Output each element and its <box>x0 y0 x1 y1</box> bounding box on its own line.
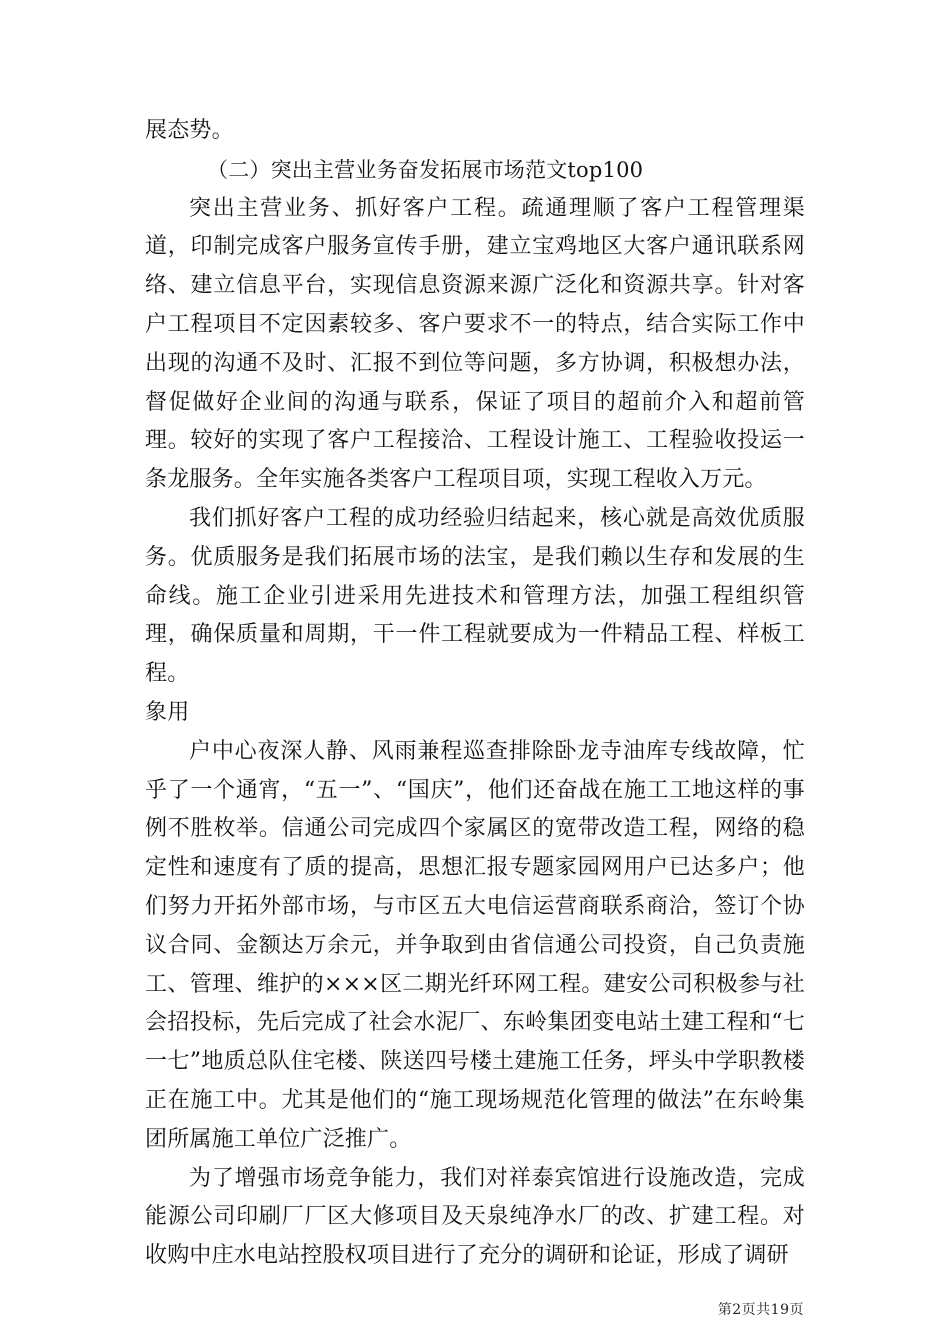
section-heading: （二）突出主营业务奋发拓展市场范文top100 <box>207 157 644 182</box>
paragraph: 我们抓好客户工程的成功经验归结起来，核心就是高效优质服务。优质服务是我们拓展市场的法宝，是我们赖以生存和发展的生命线。施工企业引进采用先进技术和管理方法，加强工程组织管理，确保质量和周期，干一件工程就要成为一件精品工程、样板工程。 <box>145 505 805 687</box>
page-number-footer: 第2页共19页 <box>717 1302 804 1318</box>
paragraph: 为了增强市场竞争能力，我们对祥泰宾馆进行设施改造，完成能源公司印刷厂厂区大修项目及天泉纯净水厂的改、扩建工程。对收购中庄水电站控股权项目进行了充分的调研和论证，形成了调研 <box>145 1165 805 1269</box>
paragraph-fragment: 象用 <box>145 699 190 725</box>
paragraph: 户中心夜深人静、风雨兼程巡查排除卧龙寺油库专线故障，忙乎了一个通宵，“五一”、“国庆”，他们还奋战在施工工地这样的事例不胜枚举。信通公司完成四个家属区的宽带改造工程，网络的稳定性和速度有了质的提高，思想汇报专题家园网用户已达多户；他们努力开拓外部市场，与市区五大电信运营商联系商洽，签订个协议合同、金额达万余元，并争取到由省信通公司投资，自己负责施工、管理、维护的×××区二期光纤环网工程。建安公司积极参与社会招投标，先后完成了社会水泥厂、东岭集团变电站土建工程和“七一七”地质总队住宅楼、陕送四号楼土建施工任务，坪头中学职教楼正在施工中。尤其是他们的“施工现场规范化管理的做法”在东岭集团所属施工单位广泛推广。 <box>145 738 805 1152</box>
paragraph: 突出主营业务、抓好客户工程。疏通理顺了客户工程管理渠道，印制完成客户服务宣传手册，建立宝鸡地区大客户通讯联系网络、建立信息平台，实现信息资源来源广泛化和资源共享。针对客户工程项目不定因素较多、客户要求不一的特点，结合实际工作中出现的沟通不及时、汇报不到位等问题，多方协调，积极想办法，督促做好企业间的沟通与联系，保证了项目的超前介入和超前管理。较好的实现了客户工程接洽、工程设计施工、工程验收投运一条龙服务。全年实施各类客户工程项目项，实现工程收入万元。 <box>145 195 805 493</box>
paragraph-continuation: 展态势。 <box>145 118 234 143</box>
document-body <box>145 112 805 1276</box>
